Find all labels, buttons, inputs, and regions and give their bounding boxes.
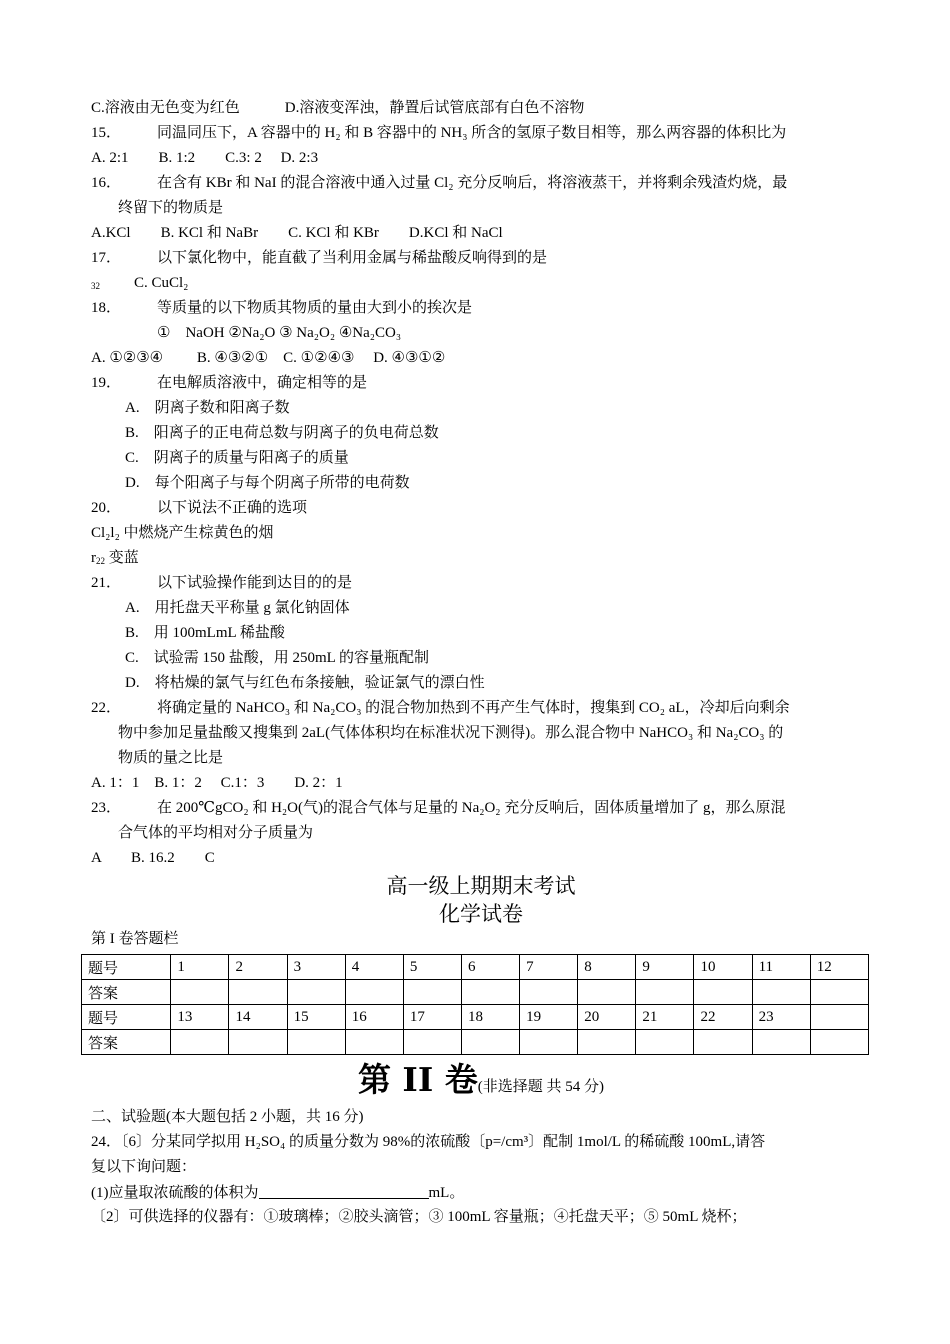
q18-options: A. ①②③④ B. ④③②① C. ①②④③ D. ④③①② [91,350,446,366]
table-cell: 15 [287,1005,345,1030]
answer-cell[interactable] [578,1030,636,1055]
table-cell: 12 [810,955,868,980]
answer-cell[interactable] [578,980,636,1005]
table-cell: 17 [403,1005,461,1030]
table-cell: 8 [578,955,636,980]
table-cell: 2 [229,955,287,980]
exam-page [88,96,871,1230]
q17: 17． 以下氯化物中，能直截了当利用金属与稀盐酸反响得到的是 [91,250,548,266]
table-cell: 18 [461,1005,519,1030]
q22-options: A. 1：1 B. 1：2 C.1：3 D. 2：1 [91,775,343,791]
answer-cell[interactable] [171,1030,229,1055]
answer-cell[interactable] [810,1030,868,1055]
q18: 18． 等质量的以下物质其物质的量由大到小的挨次是 [91,300,473,316]
q15-options: A. 2:1 B. 1:2 C.3: 2 D. 2:3 [91,150,319,166]
q19-option-c: C. 阴离子的质量与阳离子的质量 [125,450,349,466]
q20: 20． 以下说法不正确的选项 [91,500,308,516]
table-cell [810,1005,868,1030]
table-cell: 答案 [82,980,171,1005]
q21: 21． 以下试验操作能到达目的的是 [91,575,353,591]
table-cell: 22 [694,1005,752,1030]
table-cell: 16 [345,1005,403,1030]
q22-cont1: 物中参加足量盐酸又搜集到 2aL(气体体积均在标准状况下测得)。那么混合物中 NaHCO₃ 和 Na₂CO₃ 的 [118,725,784,741]
table-cell: 7 [520,955,578,980]
answer-cell[interactable] [229,980,287,1005]
q16-options: A.KCl B. KCl 和 NaBr C. KCl 和 KBr D.KCl 和 NaCl [91,225,503,241]
table-cell: 答案 [82,1030,171,1055]
table-row-numbers-2 [82,1005,869,1030]
q16-cont: 终留下的物质是 [118,200,224,216]
table-cell: 19 [520,1005,578,1030]
table-cell: 1 [171,955,229,980]
q23-cont: 合气体的平均相对分子质量为 [118,825,314,841]
answer-cell[interactable] [287,1030,345,1055]
q24-part2: 〔2〕可供选择的仪器有：①玻璃棒；②胶头滴管；③ 100mL 容量瓶；④托盘天平；⑤ 50mL 烧杯； [91,1209,747,1225]
answer-cell[interactable] [171,980,229,1005]
q19-option-d: D. 每个阳离子与每个阴离子所带的电荷数 [125,475,410,491]
answer-blank[interactable] [259,1180,429,1199]
answer-cell[interactable] [752,1030,810,1055]
table-cell: 4 [345,955,403,980]
answer-cell[interactable] [403,980,461,1005]
table-cell: 9 [636,955,694,980]
q21-option-b: B. 用 100mLmL 稀盐酸 [125,625,285,641]
answer-sheet-label: 第 I 卷答题栏 [91,931,179,947]
q22-cont2: 物质的量之比是 [118,750,224,766]
q18-items: ① NaOH ②Na₂O ③ Na₂O₂ ④Na₂CO₃ [157,325,402,341]
answer-cell[interactable] [752,980,810,1005]
q21-option-c: C. 试验需 150 盐酸，用 250mL 的容量瓶配制 [125,650,430,666]
answer-cell[interactable] [461,980,519,1005]
answer-cell[interactable] [636,980,694,1005]
answer-table [81,954,869,1055]
q19-option-b: B. 阳离子的正电荷总数与阴离子的负电荷总数 [125,425,439,441]
q23: 23． 在 200℃gCO₂ 和 H₂O(气)的混合气体与足量的 Na₂O₂ 充分反响后，固体质量增加了 g，那么原混 [91,800,786,816]
exam-subtitle: 化学试卷 [439,902,523,926]
q24: 24．〔6〕分某同学拟用 H₂SO₄ 的质量分数为 98%的浓硫酸〔p=/cm³〕配制 1mol/L 的稀硫酸 100mL,请答 [91,1134,766,1150]
table-cell: 3 [287,955,345,980]
table-row-numbers-1 [82,955,869,980]
table-cell: 23 [752,1005,810,1030]
answer-cell[interactable] [520,1030,578,1055]
table-cell: 题号 [82,955,171,980]
q21-option-d: D. 将枯燥的氯气与红色布条接触，验证氯气的漂白性 [125,675,485,691]
q14-options: C.溶液由无色变为红色 D.溶液变浑浊，静置后试管底部有白色不溶物 [91,100,585,116]
table-cell: 6 [461,955,519,980]
answer-cell[interactable] [694,980,752,1005]
answer-cell[interactable] [345,1030,403,1055]
table-row-answers-2 [82,1030,869,1055]
answer-cell[interactable] [694,1030,752,1055]
answer-cell[interactable] [287,980,345,1005]
q16: 16． 在含有 KBr 和 NaI 的混合溶液中通入过量 Cl₂ 充分反响后，将溶液蒸干，并将剩余残渣灼烧，最 [91,175,788,191]
q15: 15． 同温同压下，A 容器中的 H₂ 和 B 容器中的 NH₃ 所含的氢原子数目相等，那么两容器的体积比为 [91,125,787,141]
part2-heading: 第 II 卷(非选择题 共 54 分) [357,1060,605,1099]
q19-option-a: A. 阴离子数和阳离子数 [125,400,290,416]
answer-cell[interactable] [345,980,403,1005]
section2-heading: 二、试验题(本大题包括 2 小题，共 16 分) [91,1109,364,1125]
answer-cell[interactable] [461,1030,519,1055]
table-row-answers-1 [82,980,869,1005]
q20-line1: Cl₂l₂ 中燃烧产生棕黄色的烟 [91,525,274,541]
q17-options: 32 C. CuCl₂ [91,275,189,291]
q22: 22． 将确定量的 NaHCO₃ 和 Na₂CO₃ 的混合物加热到不再产生气体时，搜集到 CO₂ aL，冷却后向剩余 [91,700,790,716]
table-cell: 10 [694,955,752,980]
exam-title: 高一级上期期末考试 [386,874,576,898]
q24-cont: 复以下询问题： [91,1159,197,1175]
table-cell: 题号 [82,1005,171,1030]
table-cell: 21 [636,1005,694,1030]
q21-option-a: A. 用托盘天平称量 g 氯化钠固体 [125,600,350,616]
answer-cell[interactable] [520,980,578,1005]
answer-cell[interactable] [810,980,868,1005]
answer-cell[interactable] [403,1030,461,1055]
table-cell: 11 [752,955,810,980]
q20-line2: r22 变蓝 [91,550,139,566]
table-cell: 20 [578,1005,636,1030]
table-cell: 5 [403,955,461,980]
answer-cell[interactable] [229,1030,287,1055]
answer-cell[interactable] [636,1030,694,1055]
q19: 19． 在电解质溶液中，确定相等的是 [91,375,368,391]
q23-options: A B. 16.2 C [91,850,215,866]
table-cell: 14 [229,1005,287,1030]
q24-part1: (1)应量取浓硫酸的体积为 mL。 [91,1180,871,1205]
table-cell: 13 [171,1005,229,1030]
